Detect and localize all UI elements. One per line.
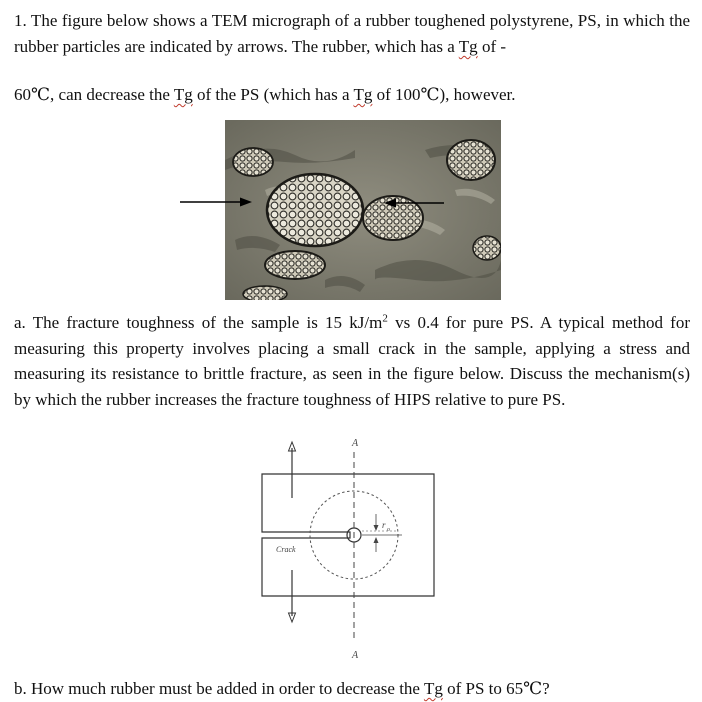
q1-line-3a: 60℃, can decrease the (14, 85, 170, 104)
part-b-text-2: of PS to 65℃? (447, 679, 550, 698)
label-a-bottom: A (352, 650, 359, 660)
tem-micrograph (225, 120, 501, 300)
tg-term: Tg (458, 37, 478, 56)
part-a-text-1: a. The fracture toughness of the sample is 15 kJ/m (14, 313, 383, 332)
part-a-text-2: vs 0.4 for pure PS. A typical method for measuring this property involves placing a small crack in the sample, applying a stress and measuring its resistance to brittle fracture, as seen in the figure below. Discuss the mechanism(s) by which the rubber increases the fracture toughness of HIPS relative to pure PS. (14, 313, 690, 409)
tg-term: Tg (423, 679, 443, 698)
label-a-top: A (352, 438, 359, 449)
tg-term: Tg (353, 85, 373, 104)
q1-line-3b: of the PS (which has a (196, 85, 350, 104)
tg-term: Tg (173, 85, 193, 104)
crack-specimen-diagram (252, 430, 452, 660)
right-pointer-arrow (384, 197, 444, 209)
q1-line-1: 1. The figure below shows a TEM micrograph of a rubber toughened polystyrene, PS, (14, 11, 601, 30)
part-b-text-1: b. How much rubber must be added in order to decrease the (14, 679, 420, 698)
q1-line-2b: of - (481, 37, 507, 56)
crack-label: Crack (276, 545, 296, 554)
question-1-text (14, 8, 690, 108)
r-subscript: o (387, 527, 390, 533)
part-b-text (14, 676, 690, 702)
r-label: r (382, 520, 386, 530)
part-a-text (14, 310, 690, 412)
left-pointer-arrow (180, 196, 252, 208)
q1-line-2a: in which the rubber particles are indicated by arrows. The rubber, which has a (14, 11, 690, 56)
part-a-superscript: 2 (382, 312, 388, 325)
q1-line-3c: of 100℃), however. (376, 85, 516, 104)
